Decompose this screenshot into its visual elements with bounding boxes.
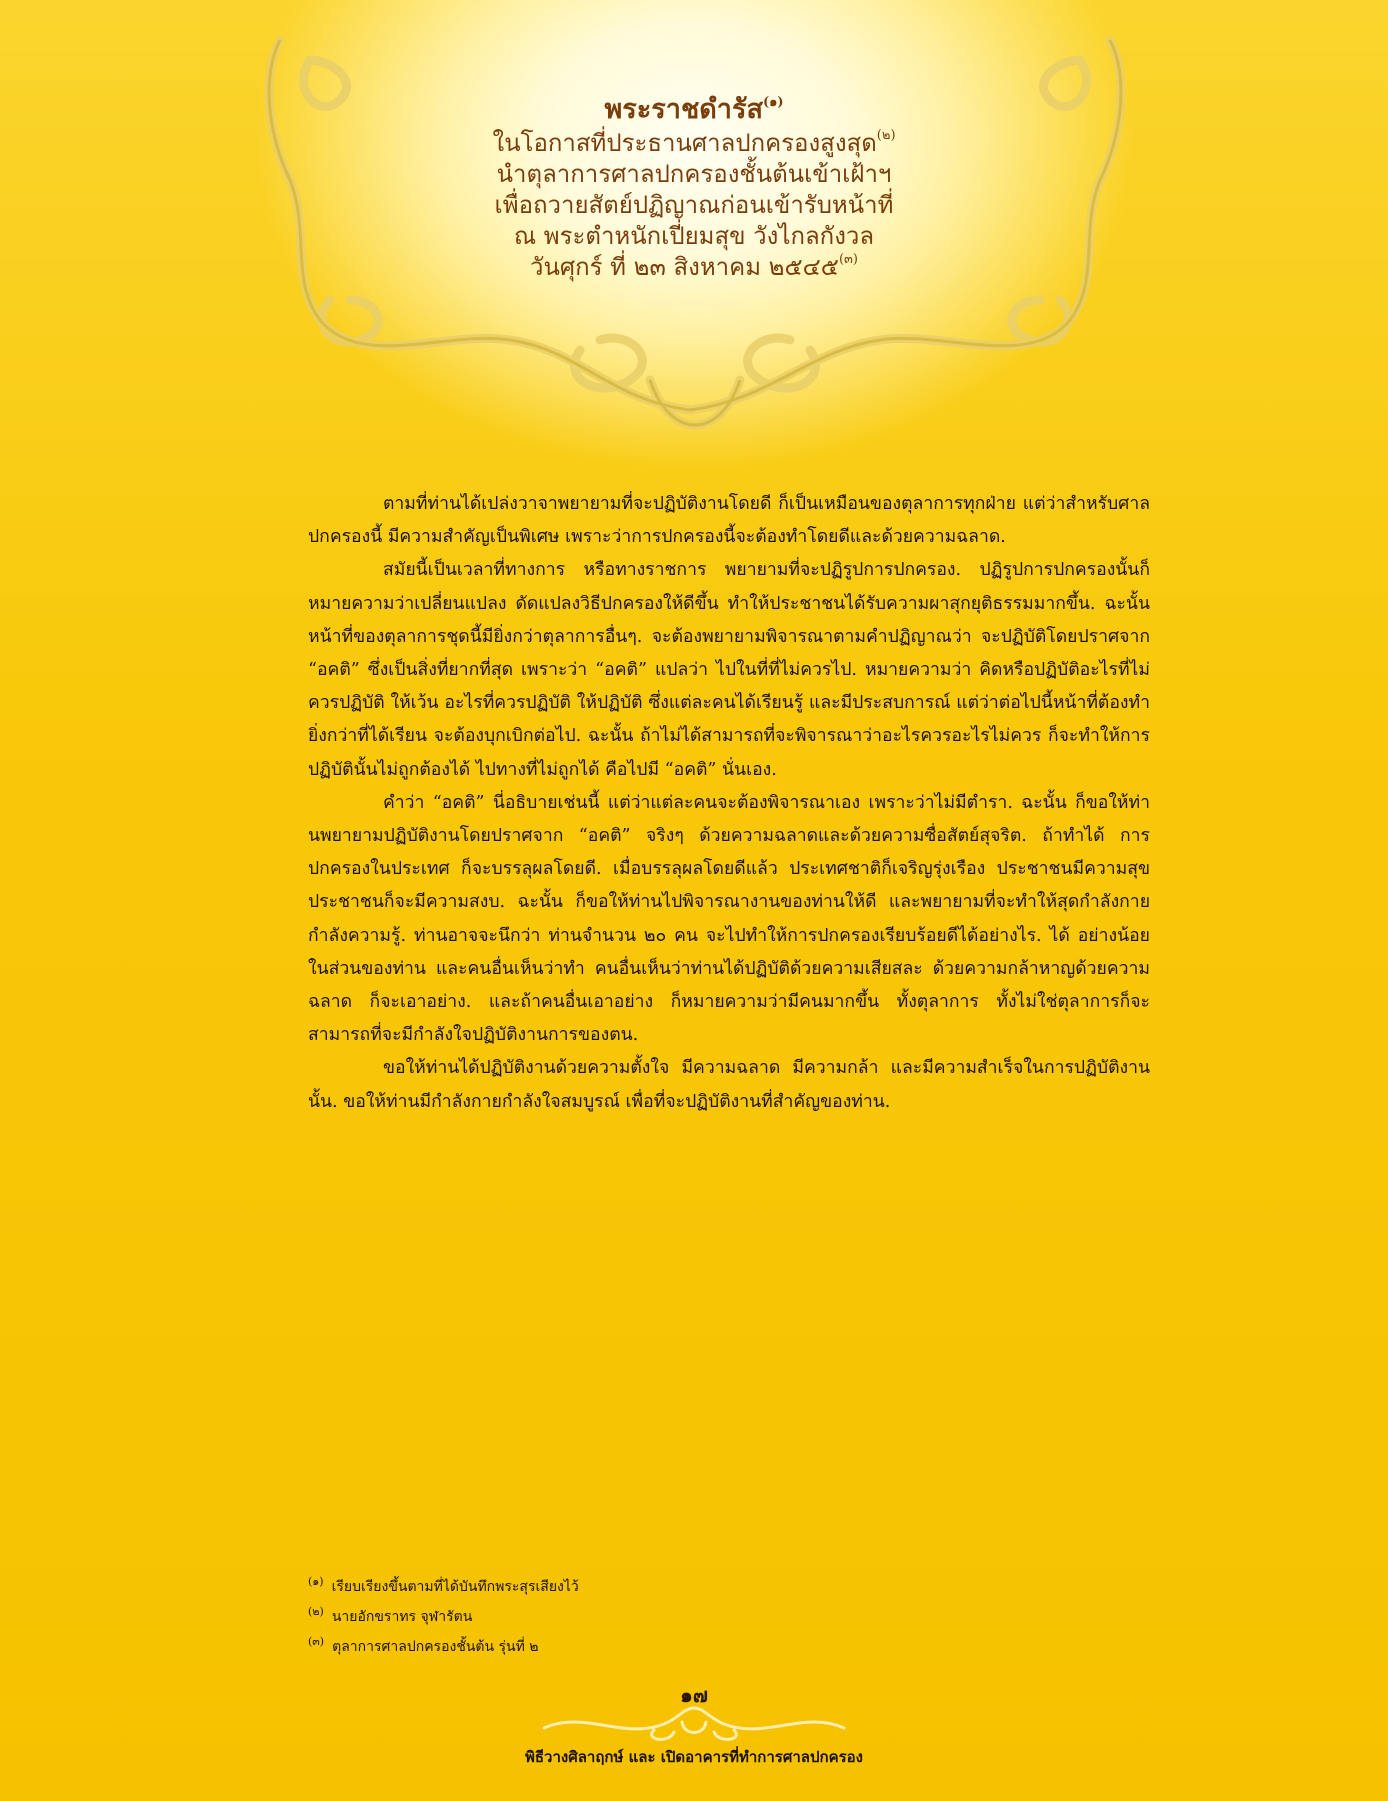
footnote-marker: (๒): [876, 128, 896, 143]
page-number: ๑๗: [680, 1683, 708, 1707]
footnote-marker: (๓): [838, 252, 858, 267]
footnote-item: [308, 1572, 1008, 1602]
body-paragraph: ขอให้ท่านได้ปฏิบัติงานด้วยความตั้งใจ มีความฉลาด มีความกล้า และมีความสำเร็จในการปฏิบัติงานนั้น. ขอให้ท่านมีกำลังกายกำลังใจสมบูรณ์ เพื่อที่จะปฏิบัติงานที่สำคัญของท่าน.: [308, 1058, 1150, 1112]
speech-title: พระราชดำรัส$^{(๑)}$: [604, 94, 784, 125]
body-paragraph: คำว่า “อคติ” นี่อธิบายเช่นนี้ แต่ว่าแต่ละคนจะต้องพิจารณาเอง เพราะว่าไม่มีตำรา. ฉะนั้น ก็ขอให้ท่านพยายามปฏิบัติงานโดยปราศจาก “อคติ” จริงๆ ด้วยความฉลาดและด้วยความซื่อสัตย์สุจริต. ถ้าทำได้ การปกครองในประเทศ ก็จะบรรลุผลโดยดี. เมื่อบรรลุผลโดยดีแล้ว ประเทศชาติก็เจริญรุ่งเรือง ประชาชนมีความสุข ประชาชนก็จะมีความสงบ. ฉะนั้น ก็ขอให้ท่านไปพิจารณางานของท่านให้ดี และพยายามที่จะทำให้สุดกำลังกาย กำลังความรู้. ท่านอาจจะนึกว่า ท่านจำนวน ๒๐ คน จะไปทำให้การปกครองเรียบร้อยดีได้อย่างไร. ได้ อย่างน้อยในส่วนของท่าน และคนอื่นเห็นว่าทำ คนอื่นเห็นว่าท่านได้ปฏิบัติด้วยความเสียสละ ด้วยความกล้าหาญด้วยความฉลาด ก็จะเอาอย่าง. และถ้าคนอื่นเอาอย่าง ก็หมายความว่ามีคนมากขึ้น ทั้งตุลาการ ทั้งไม่ใช่ตุลาการก็จะสามารถที่จะมีกำลังใจปฏิบัติงานการของตน.: [308, 792, 1150, 1046]
body-paragraph: ตามที่ท่านได้เปล่งวาจาพยายามที่จะปฏิบัติงานโดยดี ก็เป็นเหมือนของตุลาการทุกฝ่าย แต่ว่าสำหรับศาลปกครองนี้ มีความสำคัญเป็นพิเศษ เพราะว่าการปกครองนี้จะต้องทำโดยดีและด้วยความฉลาด.: [308, 494, 1150, 548]
speech-body: [308, 488, 1150, 1119]
footnote-mark: (๒): [308, 1605, 324, 1618]
header-occasion-line: ในโอกาสที่ประธานศาลปกครองสูงสุด$^{(๒)}$: [492, 128, 896, 157]
footnote-item: [308, 1632, 1008, 1662]
footnote-mark: (๓): [308, 1635, 325, 1648]
footnote-text: นายอักขราทร จุฬารัตน: [331, 1609, 473, 1625]
header-location-line: ณ พระตำหนักเปี่ยมสุข วังไกลกังวล: [513, 222, 875, 250]
header-oath-line: เพื่อถวายสัตย์ปฏิญาณก่อนเข้ารับหน้าที่: [494, 191, 894, 219]
header-date-line: วันศุกร์ ที่ ๒๓ สิงหาคม ๒๕๔๕$^{(๓)}$: [530, 252, 858, 281]
footnote-marker: (๑): [762, 95, 784, 110]
footnotes: [308, 1572, 1008, 1662]
footnote-text: เรียบเรียงขึ้นตามที่ได้บันทึกพระสุรเสียงไว้: [331, 1579, 579, 1595]
footnote-mark: (๑): [308, 1575, 324, 1588]
header-purpose-line: นำตุลาการศาลปกครองชั้นต้นเข้าเฝ้าฯ: [496, 160, 892, 188]
footnote-item: [308, 1602, 1008, 1632]
footer-title: พิธีวางศิลาฤกษ์ และ เปิดอาคารที่ทำการศาลปกครอง: [524, 1748, 864, 1766]
footnote-text: ตุลาการศาลปกครองชั้นต้น รุ่นที่ ๒: [332, 1639, 539, 1655]
footer-ornament: [534, 1700, 854, 1746]
body-paragraph: สมัยนี้เป็นเวลาที่ทางการ หรือทางราชการ พยายามที่จะปฏิรูปการปกครอง. ปฏิรูปการปกครองนั้นก็หมายความว่าเปลี่ยนแปลง ดัดแปลงวิธีปกครองให้ดีขึ้น ทำให้ประชาชนได้รับความผาสุกยุติธรรมมากขึ้น. ฉะนั้น หน้าที่ของตุลาการชุดนี้มียิ่งกว่าตุลาการอื่นๆ. จะต้องพยายามพิจารณาตามคำปฏิญาณว่า จะปฏิบัติโดยปราศจาก “อคติ” ซึ่งเป็นสิ่งที่ยากที่สุด เพราะว่า “อคติ” แปลว่า ไปในที่ที่ไม่ควรไป. หมายความว่า คิดหรือปฏิบัติอะไรที่ไม่ควรปฏิบัติ ให้เว้น อะไรที่ควรปฏิบัติ ให้ปฏิบัติ ซึ่งแต่ละคนได้เรียนรู้ และมีประสบการณ์ แต่ว่าต่อไปนี้หน้าที่ต้องทำยิ่งกว่าที่ได้เรียน จะต้องบุกเบิกต่อไป. ฉะนั้น ถ้าไม่ได้สามารถที่จะพิจารณาว่าอะไรควรอะไรไม่ควร ก็จะทำให้การปฏิบัตินั้นไม่ถูกต้องได้ ไปทางที่ไม่ถูกได้ คือไปมี “อคติ” นั่นเอง.: [308, 560, 1150, 780]
speech-header: [394, 92, 994, 283]
